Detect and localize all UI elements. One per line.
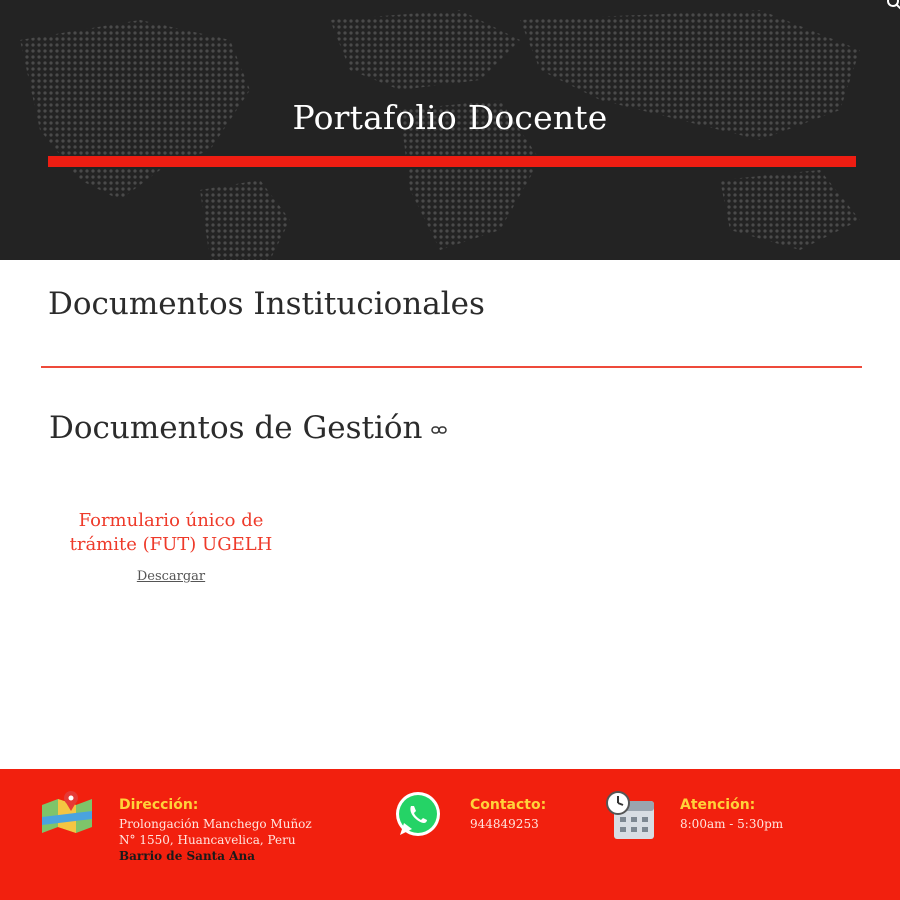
hours-value: 8:00am - 5:30pm [680, 817, 784, 831]
footer [0, 769, 900, 900]
address-label: Dirección: [119, 797, 199, 813]
address-line1: Prolongación Manchego Muñoz [119, 817, 312, 831]
section-divider [41, 366, 862, 368]
document-title-line2: trámite (FUT) UGELH [69, 534, 273, 555]
hero-banner [0, 0, 900, 260]
address-line3: Barrio de Santa Ana [119, 849, 255, 863]
section-title: Documentos Institucionales [48, 286, 485, 322]
document-title-line1: Formulario único de [78, 510, 264, 531]
title-underline-bar [48, 156, 856, 167]
document-card [56, 509, 286, 584]
address-line2: N° 1550, Huancavelica, Peru [119, 833, 296, 847]
document-title[interactable] [56, 509, 286, 557]
subsection-title-text: Documentos de Gestión [49, 410, 423, 446]
map-pin-icon [40, 789, 94, 835]
contact-label: Contacto: [470, 797, 547, 813]
subsection-title [49, 410, 447, 446]
link-icon[interactable] [431, 425, 447, 435]
whatsapp-icon[interactable] [392, 789, 444, 841]
hours-label: Atención: [680, 797, 756, 813]
download-link[interactable]: Descargar [136, 569, 206, 584]
contact-phone[interactable]: 944849253 [470, 817, 539, 831]
search-icon[interactable] [886, 0, 900, 12]
calendar-clock-icon [604, 791, 656, 841]
page-title: Portafolio Docente [292, 98, 608, 137]
